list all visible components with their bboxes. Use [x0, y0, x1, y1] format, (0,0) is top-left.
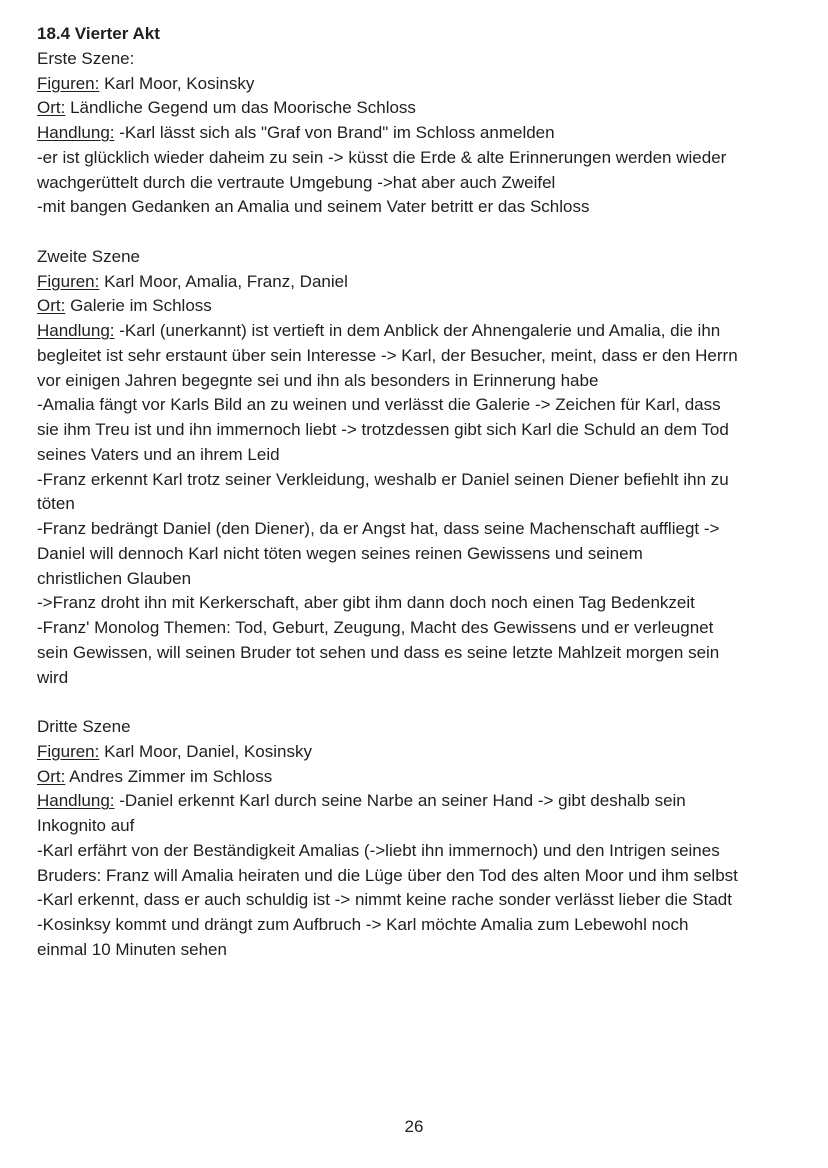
ort-text: Andres Zimmer im Schloss	[65, 766, 273, 786]
figuren-line	[37, 740, 817, 765]
text-line: -Franz bedrängt Daniel (den Diener), da er Angst hat, dass seine Machenschaft auffliegt ->	[37, 519, 720, 538]
text-line: wachgerüttelt durch die vertraute Umgebung ->hat aber auch Zweifel	[37, 172, 556, 192]
figuren-label: Figuren:	[37, 271, 100, 291]
section-heading: 18.4 Vierter Akt	[37, 24, 160, 43]
text-line: sie ihm Treu ist und ihn immernoch liebt -> trotzdessen gibt sich Karl die Schuld an dem Tod	[37, 420, 729, 439]
figuren-text: Karl Moor, Kosinsky	[99, 73, 255, 93]
ort-text: Ländliche Gegend um das Moorische Schloss	[65, 98, 416, 118]
handlung-text: -Karl (unerkannt) ist vertieft in dem Anblick der Ahnengalerie und Amalia, die ihn	[114, 321, 721, 340]
scene-1	[37, 47, 817, 220]
page-number: 26	[404, 1117, 424, 1136]
scene-title: Zweite Szene	[37, 246, 140, 266]
handlung-text: -Karl lässt sich als "Graf von Brand" im Schloss anmelden	[114, 123, 555, 142]
figuren-text: Karl Moor, Amalia, Franz, Daniel	[99, 271, 348, 291]
ort-label: Ort:	[37, 296, 66, 316]
text-line: -Amalia fängt vor Karls Bild an zu weinen und verlässt die Galerie -> Zeichen für Karl, dass	[37, 395, 721, 415]
handlung-line	[37, 789, 817, 814]
text-line: -Karl erkennt, dass er auch schuldig ist -> nimmt keine rache sonder verlässt lieber die Stadt	[37, 890, 732, 910]
text-line: wird	[37, 667, 69, 687]
text-line: Daniel will dennoch Karl nicht töten wegen seines reinen Gewissens und seinem	[37, 543, 643, 563]
handlung-label: Handlung:	[37, 321, 115, 340]
handlung-text: -Daniel erkennt Karl durch seine Narbe an seiner Hand -> gibt deshalb sein	[114, 791, 686, 811]
handlung-label: Handlung:	[37, 123, 115, 142]
spacer	[37, 220, 817, 245]
text-line: -mit bangen Gedanken an Amalia und seinem Vater betritt er das Schloss	[37, 197, 590, 217]
scene-title: Erste Szene:	[37, 48, 135, 68]
ort-line	[37, 294, 817, 319]
text-line: -Franz' Monolog Themen: Tod, Geburt, Zeugung, Macht des Gewissens und er verleugnet	[37, 618, 714, 637]
handlung-line	[37, 319, 817, 344]
figuren-label: Figuren:	[37, 73, 100, 93]
ort-line	[37, 96, 817, 121]
ort-line	[37, 765, 817, 790]
text-line: -Franz erkennt Karl trotz seiner Verkleidung, weshalb er Daniel seinen Diener befiehlt ihn zu	[37, 469, 729, 489]
scene-2	[37, 245, 817, 691]
text-line: -Karl erfährt von der Beständigkeit Amalias (->liebt ihn immernoch) und den Intrigen seines	[37, 840, 720, 860]
text-line: vor einigen Jahren begegnte sei und ihn als besonders in Erinnerung habe	[37, 370, 599, 390]
ort-label: Ort:	[37, 766, 66, 786]
text-line: ->Franz droht ihn mit Kerkerschaft, aber gibt ihm dann doch noch einen Tag Bedenkzeit	[37, 593, 695, 613]
handlung-line	[37, 121, 817, 146]
text-line: christlichen Glauben	[37, 568, 192, 588]
text-line: Inkognito auf	[37, 816, 135, 835]
text-line: einmal 10 Minuten sehen	[37, 939, 227, 959]
text-line: -er ist glücklich wieder daheim zu sein -> küsst die Erde & alte Erinnerungen werden wieder	[37, 147, 727, 167]
text-line: Bruders: Franz will Amalia heiraten und die Lüge über den Tod des alten Moor und ihm selbst	[37, 865, 738, 885]
figuren-text: Karl Moor, Daniel, Kosinsky	[99, 741, 312, 761]
scene-3	[37, 715, 817, 963]
handlung-label: Handlung:	[37, 791, 115, 811]
ort-text: Galerie im Schloss	[65, 296, 212, 316]
figuren-line	[37, 72, 817, 97]
figuren-label: Figuren:	[37, 741, 100, 761]
text-line: töten	[37, 494, 75, 514]
text-line: -Kosinksy kommt und drängt zum Aufbruch -> Karl möchte Amalia zum Lebewohl noch	[37, 915, 689, 934]
figuren-line	[37, 270, 817, 295]
text-line: begleitet ist sehr erstaunt über sein Interesse -> Karl, der Besucher, meint, dass er den Herrn	[37, 345, 738, 365]
scene-title: Dritte Szene	[37, 717, 131, 736]
text-line: sein Gewissen, will seinen Bruder tot sehen und dass es seine letzte Mahlzeit morgen sein	[37, 642, 720, 662]
document-page	[37, 22, 817, 963]
spacer	[37, 690, 817, 715]
text-line: seines Vaters und an ihrem Leid	[37, 444, 280, 464]
ort-label: Ort:	[37, 98, 66, 118]
